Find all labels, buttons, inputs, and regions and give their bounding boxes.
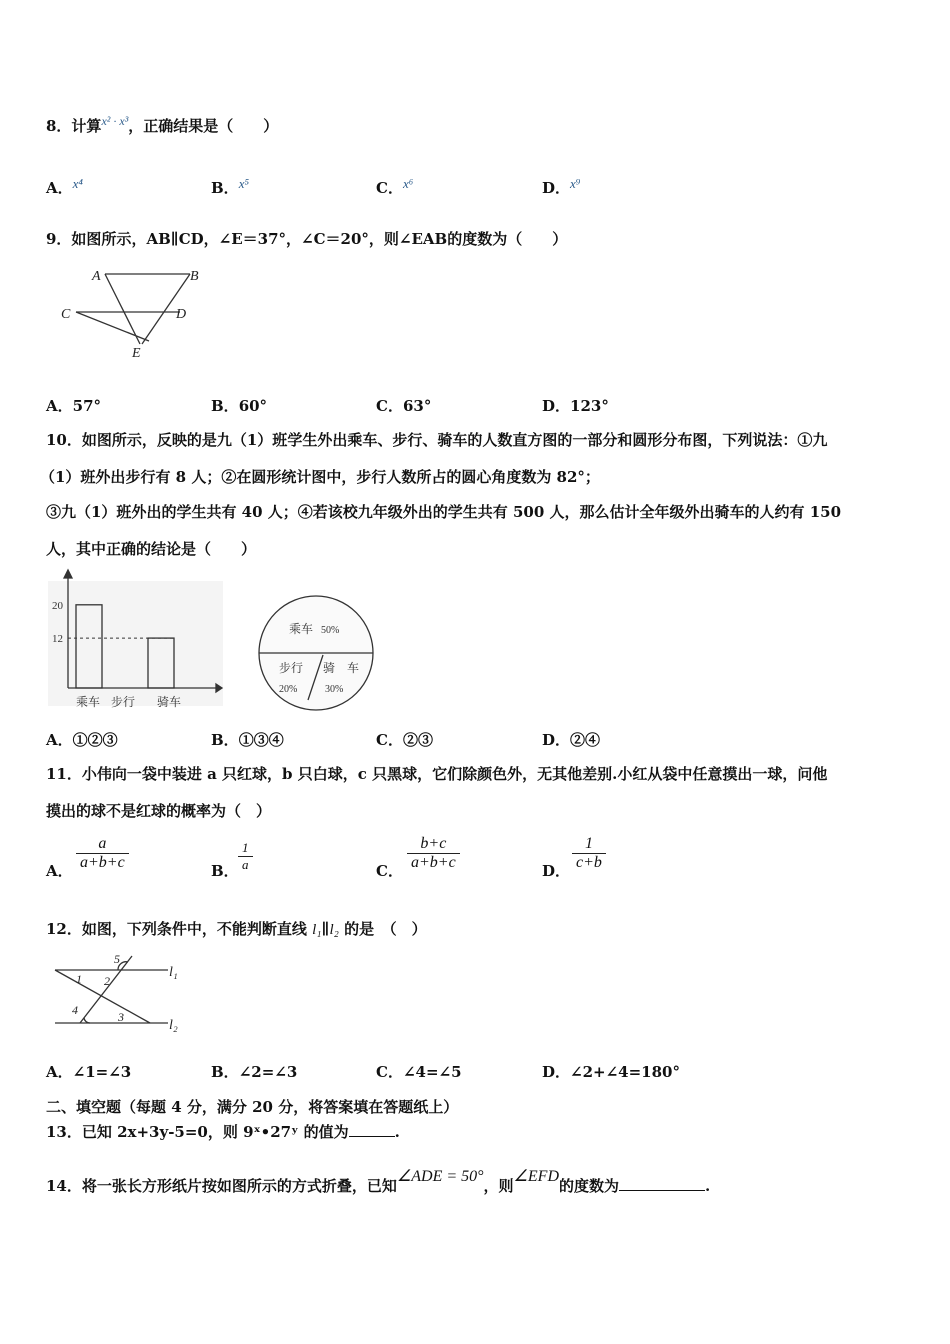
q13-answer-blank[interactable]: [349, 1136, 395, 1137]
denominator: a: [238, 856, 253, 873]
q13-stem: [46, 1121, 400, 1142]
q9-option-a[interactable]: [46, 395, 101, 416]
line-ae: [105, 274, 140, 344]
y-axis-arrow: [64, 570, 72, 578]
q14-angle-efd: ∠EFD: [513, 1168, 559, 1185]
q12-stem-pre: 12．如图，下列条件中，不能判断直线: [46, 920, 313, 938]
label-d: D: [176, 307, 187, 322]
option-label: D．: [542, 1063, 571, 1081]
label-a: A: [92, 269, 101, 284]
angle-3: 3: [118, 1010, 124, 1024]
q11-option-a-label: A．: [46, 862, 73, 880]
transversal-1: [55, 970, 150, 1023]
q12-option-c[interactable]: [376, 1061, 462, 1082]
q9-option-c[interactable]: [376, 395, 431, 416]
q8-option-b[interactable]: [211, 176, 249, 198]
label-c: C: [61, 307, 71, 322]
q14-stem-pre: 14．将一张长方形纸片按如图所示的方式折叠，已知: [46, 1177, 397, 1195]
q10-line-2: （1）班外出步行有 8 人；②在圆形统计图中，步行人数所占的圆心角度数为 82°；: [40, 468, 600, 486]
q11-option-b-label: B．: [211, 862, 239, 880]
denominator: a+b+c: [76, 853, 129, 872]
q8-option-a[interactable]: [46, 176, 83, 198]
option-label: B．: [211, 1063, 239, 1081]
q11-option-c[interactable]: [407, 835, 460, 872]
angle-arc-4: [84, 1018, 90, 1023]
q9-figure: [52, 262, 222, 362]
q12-l2: l₂: [329, 922, 339, 938]
q8-stem-post: ，正确结果是（ ）: [128, 117, 279, 135]
numerator: a: [98, 835, 107, 852]
denominator: a+b+c: [407, 853, 460, 872]
q12-option-a[interactable]: [46, 1061, 131, 1082]
line-ce: [76, 312, 149, 341]
q10-line-4: 人，其中正确的结论是（ ）: [46, 540, 257, 558]
option-value: ②③: [402, 731, 433, 749]
option-label: A．: [46, 397, 73, 415]
option-value: ②④: [570, 731, 601, 749]
q8-stem-pre: 8．计算: [46, 117, 102, 135]
q12-option-b[interactable]: [211, 1061, 297, 1082]
q10-bar-chart: [48, 566, 228, 716]
option-label: B．: [211, 397, 239, 415]
slice-label-cheche: 乘车: [289, 622, 314, 636]
option-label: D．: [542, 731, 571, 749]
q11-option-c-label: C．: [376, 862, 403, 880]
q10-line-3: ③九（1）班外出的学生共有 40 人；④若该校九年级外出的学生共有 500 人，那么估计全年级外出骑车的人约有 150: [46, 503, 842, 521]
q13-stem-pre: 13．已知 2x+3y-5=0，则 9ˣ•27ʸ 的值为: [46, 1123, 349, 1141]
q11-option-b[interactable]: [238, 840, 253, 873]
q12-parallel: ∥: [321, 920, 330, 938]
option-label: D．: [542, 179, 571, 197]
label-e: E: [132, 346, 141, 361]
q8-option-d[interactable]: [542, 176, 580, 198]
q11-option-d-label: D．: [542, 862, 571, 880]
slice-pct-qiche: 30%: [325, 684, 344, 695]
q14-mid: ，则: [483, 1177, 514, 1195]
q12-figure: [50, 948, 190, 1038]
q8-expression: x² · x³: [101, 114, 129, 128]
option-label: A．: [46, 731, 73, 749]
q10-option-d[interactable]: [542, 729, 600, 750]
option-value: x⁴: [72, 176, 83, 191]
q10-line-1: 10．如图所示，反映的是九（1）班学生外出乘车、步行、骑车的人数直方图的一部分和圆形分布图，下列说法：①九: [46, 431, 828, 449]
option-value: ∠2=∠3: [238, 1063, 298, 1081]
x-label-qiche: 骑车: [157, 695, 182, 709]
option-value: ∠1=∠3: [72, 1063, 132, 1081]
option-value: x⁶: [402, 176, 414, 191]
numerator: b+c: [420, 835, 447, 852]
q14-end: .: [705, 1177, 711, 1195]
denominator: c+b: [572, 853, 606, 872]
x-label-cheche: 乘车: [76, 695, 101, 709]
q14-answer-blank[interactable]: [619, 1190, 705, 1191]
line-label-l2: l₂: [169, 1018, 178, 1033]
q8-option-c[interactable]: [376, 176, 413, 198]
option-label: A．: [46, 1063, 73, 1081]
option-value: 57°: [72, 397, 102, 415]
q9-option-b[interactable]: [211, 395, 267, 416]
section-2-title: 二、填空题（每题 4 分，满分 20 分，将答案填在答题纸上）: [46, 1098, 459, 1116]
q12-stem: [46, 918, 427, 939]
option-value: 60°: [238, 397, 268, 415]
option-value: ∠4=∠5: [402, 1063, 462, 1081]
slice-pct-cheche: 50%: [321, 625, 340, 636]
q14-stem: [46, 1166, 710, 1196]
angle-5: 5: [114, 952, 120, 966]
q10-option-a[interactable]: [46, 729, 118, 750]
line-label-l1: l₁: [169, 965, 178, 980]
option-value: x⁹: [570, 176, 581, 191]
option-value: 123°: [570, 397, 609, 415]
angle-2: 2: [104, 974, 110, 988]
q11-line-2: 摸出的球不是红球的概率为（ ）: [46, 802, 272, 820]
q8-stem: [46, 114, 278, 136]
q13-stem-post: .: [394, 1123, 400, 1141]
slice-label-qiche: 骑 车: [323, 661, 360, 675]
x-label-buxing: 步行: [111, 695, 136, 709]
y-tick-20: 20: [52, 599, 63, 612]
chart-background: [48, 581, 223, 706]
option-value: ①②③: [72, 731, 118, 749]
option-value: x⁵: [238, 176, 249, 191]
option-value: 63°: [402, 397, 432, 415]
q12-option-d[interactable]: [542, 1061, 680, 1082]
option-label: D．: [542, 397, 571, 415]
q9-option-d[interactable]: [542, 395, 609, 416]
numerator: 1: [584, 835, 593, 852]
q12-l1: l₁: [312, 922, 322, 938]
option-label: B．: [211, 731, 239, 749]
slice-label-buxing: 步行: [279, 661, 304, 675]
q14-stem-post: 的度数为: [559, 1177, 620, 1195]
option-label: C．: [376, 1063, 403, 1081]
q10-option-c[interactable]: [376, 729, 433, 750]
option-value: ∠2+∠4=180°: [570, 1063, 680, 1081]
option-label: C．: [376, 179, 403, 197]
angle-1: 1: [76, 972, 82, 986]
transversal-2: [80, 956, 132, 1023]
option-label: A．: [46, 179, 73, 197]
q11-option-a[interactable]: [76, 835, 129, 872]
label-b: B: [190, 269, 199, 284]
q11-option-d[interactable]: [572, 835, 606, 872]
y-tick-12: 12: [52, 633, 63, 646]
numerator: 1: [242, 840, 249, 855]
option-label: C．: [376, 397, 403, 415]
option-label: B．: [211, 179, 239, 197]
q9-stem: 9．如图所示，AB∥CD，∠E＝37°，∠C＝20°，则∠EAB的度数为（ ）: [46, 230, 568, 248]
slice-pct-buxing: 20%: [279, 684, 298, 695]
q14-angle-ade: ∠ADE = 50°: [396, 1168, 484, 1185]
q12-stem-post: 的是 （ ）: [338, 920, 427, 938]
q10-pie-chart: [255, 592, 377, 714]
q11-line-1: 11．小伟向一袋中装进 a 只红球，b 只白球，c 只黑球，它们除颜色外，无其他差别.小红从袋中任意摸出一球，问他: [46, 765, 828, 783]
q10-option-b[interactable]: [211, 729, 284, 750]
angle-4: 4: [72, 1003, 78, 1017]
option-label: C．: [376, 731, 403, 749]
option-value: ①③④: [238, 731, 284, 749]
